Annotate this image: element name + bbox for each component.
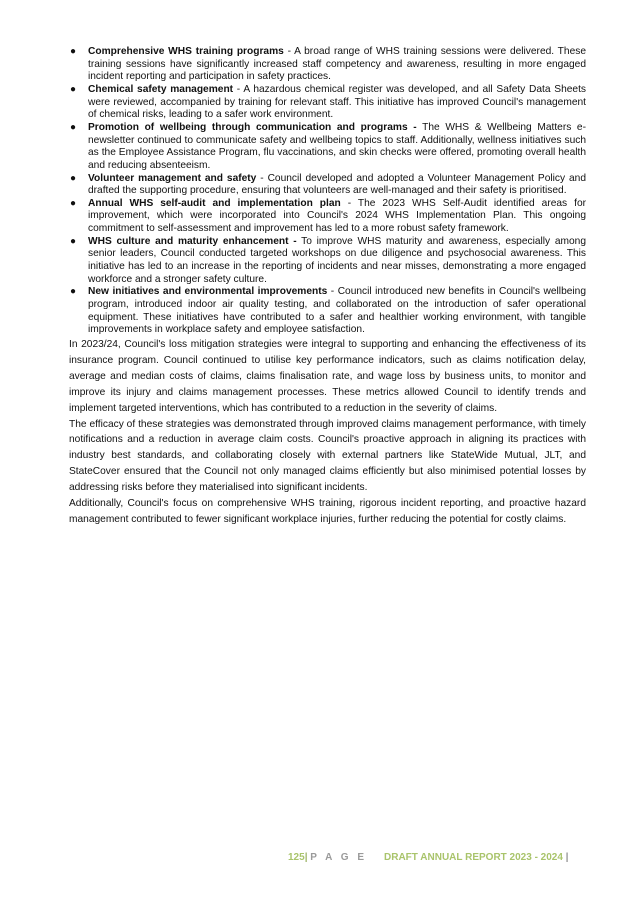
page-word: P A G E — [310, 852, 368, 863]
bullet-icon: ● — [70, 286, 77, 298]
item-separator: - — [340, 197, 358, 209]
title-separator: | — [565, 852, 569, 863]
item-text: The 2023 WHS Self-Audit identified areas for improvement, which were incorporated into Council's 2024 WHS Implementation Plan. This ongoing commitment to self-assessment and improvement has led to a more robust safety framework. — [88, 197, 587, 235]
item-separator: - — [283, 46, 295, 57]
item-separator: - — [327, 286, 338, 298]
page-number: 125 — [288, 852, 305, 863]
bullet-icon: ● — [70, 197, 77, 209]
item-text: Council introduced new benefits in Council's wellbeing program, introduced indoor air quality testing, and collaborated on the introduction of safer operational equipment. These initiatives have contributed to a safer and healthier working environment, with tangible improvements in workplace safety and employee satisfaction. — [88, 286, 586, 336]
item-text: To improve WHS maturity and awareness, especially among senior leaders, Council conducted targeted workshops on due diligence and psychosocial awareness. This initiative has led to an increase in the reporting of incidents and near misses, demonstrating a more engaged workforce and a stronger safety culture. — [88, 235, 586, 285]
item-heading: WHS culture and maturity enhancement - — [88, 235, 297, 247]
bullet-icon: ● — [70, 83, 77, 95]
list-item — [69, 84, 586, 122]
bullet-icon: ● — [70, 235, 77, 247]
item-heading: New initiatives and environmental improvements — [88, 286, 328, 298]
achievements-list — [69, 46, 586, 337]
page-footer — [0, 852, 637, 866]
page-separator: | — [304, 852, 308, 863]
item-text: The WHS & Wellbeing Matters e-newsletter continued to communicate safety and wellbeing topics to staff. Additionally, wellness initiatives such as the Employee Assistance Program, flu vaccinations, and skin checks were offered, promoting overall health and reducing absenteeism. — [88, 121, 586, 171]
bullet-icon: ● — [70, 121, 77, 133]
item-separator: - — [233, 83, 244, 95]
list-item — [69, 122, 586, 172]
item-text: A hazardous chemical register was developed, and all Safety Data Sheets were reviewed, accompanied by training for relevant staff. This initiative has improved Council's management of chemical risks, leading to a safer work environment. — [88, 83, 586, 121]
item-heading: Chemical safety management — [88, 83, 234, 95]
list-item — [69, 46, 586, 84]
report-title-text: DRAFT ANNUAL REPORT 2023 - 2024 — [384, 852, 563, 863]
item-heading: Annual WHS self-audit and implementation plan — [88, 197, 341, 209]
bullet-icon: ● — [70, 172, 77, 184]
body-paragraph: In 2023/24, Council's loss mitigation strategies were integral to supporting and enhancing the effectiveness of its insurance program. Council continued to utilise key performance indicators, such as claims notification delay, average and median costs of claims, claims finalisation rate, and wage loss by business units, to monitor and improve its injury and claims management processes. These metrics allowed Council to identify trends and implement targeted interventions, which has contributed to a reduction in the severity of claims. — [69, 338, 586, 414]
bullet-icon: ● — [70, 46, 77, 57]
list-item — [69, 173, 586, 198]
item-heading: Comprehensive WHS training programs — [88, 46, 284, 57]
list-item — [69, 198, 586, 236]
report-title — [384, 852, 568, 863]
item-heading: Volunteer management and safety — [88, 172, 257, 184]
item-text: A broad range of WHS training sessions were delivered. These training sessions have significantly increased staff competency and awareness, resulting in more engaged incident reporting and participation in safety practices. — [88, 46, 586, 83]
list-item — [69, 286, 586, 336]
body-paragraph: The efficacy of these strategies was demonstrated through improved claims management performance, with timely notifications and a reduction in average claim costs. Council's proactive approach in aligning its practices with industry best standards, and collaborating closely with external partners like StateWide Mutual, JLT, and StateCover ensured that the Council not only managed claims efficiently but also minimised potential losses by addressing risks before they materialised into significant incidents. — [69, 418, 586, 494]
list-item — [69, 236, 586, 286]
item-heading: Promotion of wellbeing through communication and programs - — [88, 121, 417, 133]
item-text: Council developed and adopted a Volunteer Management Policy and drafted the supporting procedure, ensuring that volunteers are well-managed and their safety is prioritised. — [88, 172, 587, 197]
page-content — [69, 46, 586, 528]
item-separator: - — [256, 172, 268, 184]
body-paragraph: Additionally, Council's focus on comprehensive WHS training, rigorous incident reporting, and proactive hazard management contributed to fewer significant workplace injuries, further reducing the potential for costly claims. — [69, 498, 586, 525]
page-indicator — [288, 852, 367, 863]
